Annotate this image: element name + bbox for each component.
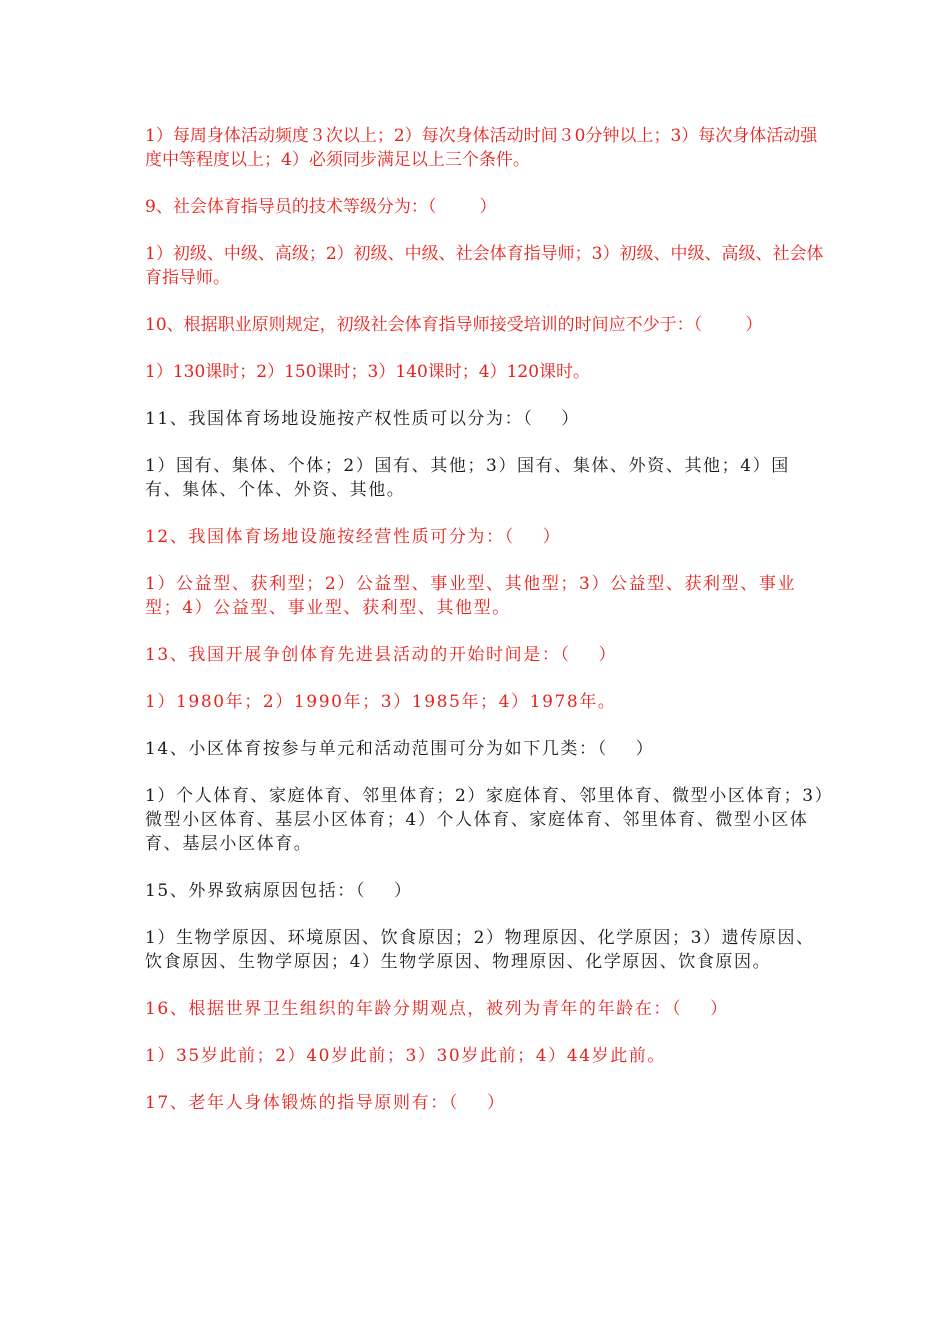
question-13: 13、我国开展争创体育先进县活动的开始时间是：（ ）: [145, 645, 618, 665]
answer-options-q11: 1）国有、集体、个体；2）国有、其他；3）国有、集体、外资、其他；4）国有、集体、个体、外资、其他。: [145, 456, 790, 500]
question-11: 11、我国体育场地设施按产权性质可以分为：（ ）: [145, 409, 580, 429]
answer-options-q8: 1）每周身体活动频度３次以上；2）每次身体活动时间３0分钟以上；3）每次身体活动强度中等程度以上；4）必须同步满足以上三个条件。: [145, 126, 818, 170]
answer-options-q14: 1）个人体育、家庭体育、邻里体育；2）家庭体育、邻里体育、微型小区体育；3）微型小区体育、基层小区体育；4）个人体育、家庭体育、邻里体育、微型小区体育、基层小区体育。: [145, 786, 825, 854]
question-9: 9、社会体育指导员的技术等级分为：（ ）: [145, 197, 497, 217]
question-17: 17、老年人身体锻炼的指导原则有：（ ）: [145, 1093, 506, 1113]
question-12: 12、我国体育场地设施按经营性质可分为：（ ）: [145, 527, 562, 547]
answer-options-q10: 1）130课时；2）150课时；3）140课时；4）120课时。: [145, 362, 591, 382]
question-14: 14、小区体育按参与单元和活动范围可分为如下几类：（ ）: [145, 739, 655, 759]
question-16: 16、根据世界卫生组织的年龄分期观点，被列为青年的年龄在：（ ）: [145, 999, 729, 1019]
question-15: 15、外界致病原因包括：（ ）: [145, 881, 413, 901]
answer-options-q13: 1）1980年；2）1990年；3）1985年；4）1978年。: [145, 692, 617, 712]
answer-options-q16: 1）35岁此前；2）40岁此前；3）30岁此前；4）44岁此前。: [145, 1046, 666, 1066]
answer-options-q12: 1）公益型、获利型；2）公益型、事业型、其他型；3）公益型、获利型、事业型；4）公益型、事业型、获利型、其他型。: [145, 574, 797, 618]
answer-options-q15: 1）生物学原因、环境原因、饮食原因；2）物理原因、化学原因；3）遗传原因、饮食原因、生物学原因；4）生物学原因、物理原因、化学原因、饮食原因。: [145, 928, 815, 972]
question-10: 10、根据职业原则规定，初级社会体育指导师接受培训的时间应不少于：（ ）: [145, 315, 763, 335]
document-page: [145, 124, 825, 1138]
answer-options-q9: 1）初级、中级、高级；2）初级、中级、社会体育指导师；3）初级、中级、高级、社会体育指导师。: [145, 244, 824, 288]
